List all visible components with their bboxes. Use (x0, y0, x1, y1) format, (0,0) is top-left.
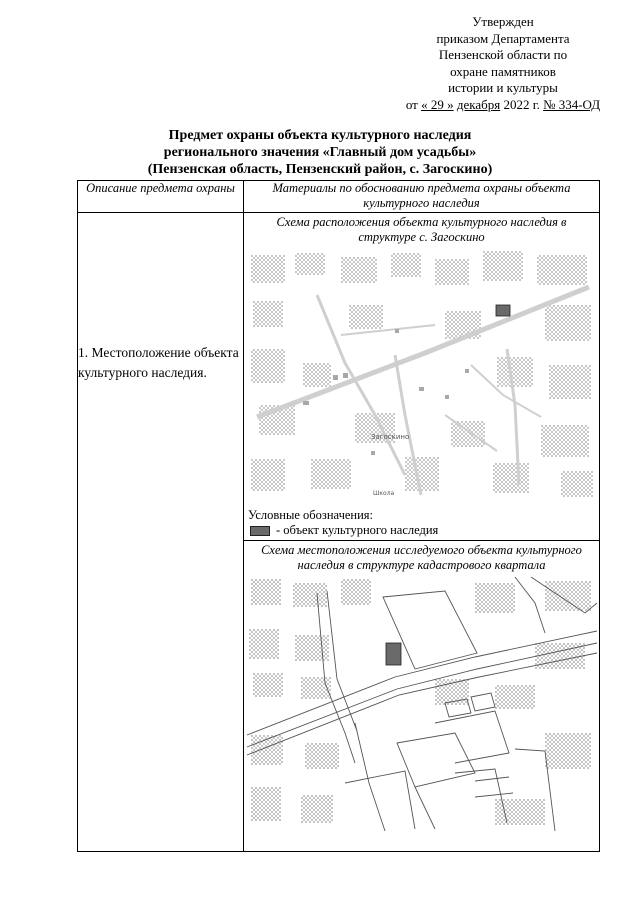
legend-swatch-icon (250, 526, 270, 536)
map1-cell (244, 213, 600, 541)
row-description-cell (78, 213, 244, 852)
cadastral-map-svg (245, 573, 599, 831)
approval-line: охране памятников (450, 63, 556, 79)
title-line: (Пензенская область, Пензенский район, с. Загоскино) (147, 162, 493, 177)
cadastral-map (245, 573, 599, 836)
map2-cell (244, 541, 600, 852)
village-map (245, 245, 599, 508)
map-blocks (251, 251, 593, 497)
header-description: Описание предмета охраны (78, 181, 244, 213)
approval-line: истории и культуры (448, 80, 558, 95)
street-label: Школа (372, 490, 394, 497)
date-day: « 29 » (421, 96, 454, 112)
legend-title: Условные обозначения: (248, 508, 374, 522)
map1-caption: Схема расположения объекта культурного наследия в структуре с. Загоскино (276, 215, 567, 244)
date-month: декабря (456, 96, 501, 112)
approval-line: приказом Департамента (436, 30, 570, 46)
date-year: 2022 г. (503, 96, 540, 112)
approval-line: Утвержден (472, 14, 534, 29)
map2-caption: Схема местоположения исследуемого объекта культурного наследия в структуре кадастрового квартала (261, 543, 582, 572)
row-description: 1. Местоположение объекта культурного наследия. (78, 345, 239, 380)
header-materials: Материалы по обоснованию предмета охраны объекта культурного наследия (244, 181, 600, 213)
legend-item-label: - объект культурного наследия (276, 523, 439, 537)
approval-stamp (372, 14, 634, 113)
document-title (80, 127, 560, 178)
cadastral-lines (247, 577, 597, 831)
order-number: № 334-ОД (543, 96, 601, 112)
village-label: Загоскино (370, 433, 409, 441)
village-map-svg (245, 245, 599, 503)
legend (244, 508, 599, 540)
table-row (78, 213, 600, 541)
approval-line: Пензенской области по (438, 47, 568, 62)
protection-table (77, 180, 600, 852)
heritage-object-marker (386, 643, 401, 665)
approval-date-line (372, 97, 634, 114)
legend-item (248, 523, 595, 538)
date-prefix: от (405, 96, 418, 112)
heritage-object-marker (496, 305, 510, 316)
table-header-row (78, 181, 600, 213)
title-line: регионального значения «Главный дом усадьбы» (163, 145, 477, 160)
title-line: Предмет охраны объекта культурного наследия (168, 128, 472, 143)
